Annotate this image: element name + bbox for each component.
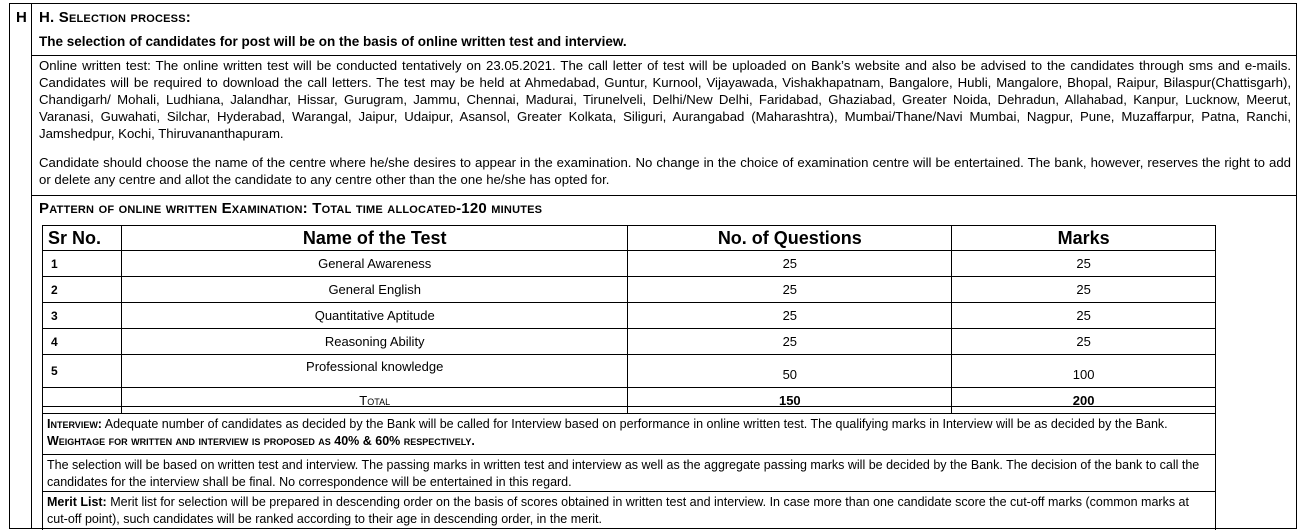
- merit-text: Merit list for selection will be prepared in descending order on the basis of scores obtained in written test and interview. In case more than one candidate score the cut-off marks (common marks at cut-off point), such candidates will be ranked according to their age in descending order, in the merit.: [47, 495, 1189, 526]
- table-row: [43, 329, 1216, 355]
- pattern-title: Pattern of online written Examination: Total time allocated-120 minutes: [39, 200, 543, 217]
- cell-marks: 25: [952, 303, 1216, 329]
- cell-test-name: General Awareness: [121, 251, 628, 277]
- cell-test-name: Quantitative Aptitude: [121, 303, 628, 329]
- merit-label: Merit List:: [47, 495, 107, 509]
- table-row: [43, 251, 1216, 277]
- cell-test-name: General English: [121, 277, 628, 303]
- total-label: Total: [121, 388, 628, 414]
- cell-marks: [952, 355, 1216, 388]
- cell-marks-text: 100: [1072, 366, 1095, 382]
- header-marks: Marks: [952, 226, 1216, 251]
- section-content: [32, 4, 1296, 528]
- selection-note: The selection will be based on written test and interview. The passing marks in written test and interview as well as the aggregate passing marks will be decided by the Bank. The decision of the bank to call the candidates for the interview shall be final. No correspondence will be entertained in this regard.: [47, 458, 1200, 489]
- weightage-text: Weightage for written and interview is proposed as 40% & 60% respectively.: [47, 434, 475, 448]
- interview-text: Adequate number of candidates as decided by the Bank will be called for Interview based on performance in online written test. The qualifying marks in Interview will be as decided by the Bank.: [101, 417, 1168, 431]
- cell-sr: 2: [43, 277, 122, 303]
- cell-questions: 25: [628, 303, 952, 329]
- divider: [43, 491, 1215, 492]
- exam-pattern-table: [42, 225, 1216, 414]
- interview-label: Interview:: [47, 417, 102, 431]
- cell-sr: 1: [43, 251, 122, 277]
- divider: [32, 195, 1296, 196]
- cell-test-name: [121, 355, 628, 388]
- interview-paragraph: [47, 416, 1207, 450]
- cell-marks: 25: [952, 251, 1216, 277]
- centre-choice-paragraph: Candidate should choose the name of the centre where he/she desires to appear in the examination. No change in the choice of examination centre will be entertained. The bank, however, reserves the right to add or delete any centre and allot the candidate to any centre other than the one he/she has opted for.: [39, 155, 1291, 187]
- cell-questions: 25: [628, 277, 952, 303]
- cell-marks: 25: [952, 277, 1216, 303]
- table-row: [43, 277, 1216, 303]
- cell-marks: 25: [952, 329, 1216, 355]
- table-row: [43, 303, 1216, 329]
- cell-questions: 25: [628, 251, 952, 277]
- cell-test-name: Reasoning Ability: [121, 329, 628, 355]
- cell-sr: 3: [43, 303, 122, 329]
- cell-sr: 4: [43, 329, 122, 355]
- cell-questions-text: 50: [782, 366, 798, 382]
- total-marks: 200: [952, 388, 1216, 414]
- section-title: H. Selection process:: [39, 9, 191, 26]
- cell-test-name-text: Professional knowledge: [306, 359, 444, 374]
- header-test-name: Name of the Test: [121, 226, 628, 251]
- table-row: [43, 355, 1216, 388]
- section-letter-column: [10, 4, 32, 528]
- section-frame: [9, 3, 1297, 529]
- header-questions: No. of Questions: [628, 226, 952, 251]
- merit-paragraph: [47, 494, 1207, 528]
- heading-row: [32, 4, 1296, 56]
- table-header-row: [43, 226, 1216, 251]
- notes-box: [42, 406, 1216, 530]
- section-letter: H: [16, 9, 27, 26]
- cell-questions: 25: [628, 329, 952, 355]
- cell-sr: 5: [43, 355, 122, 388]
- selection-basis: The selection of candidates for post will be on the basis of online written test and interview.: [39, 34, 627, 49]
- header-sr-no: Sr No.: [43, 226, 122, 251]
- online-test-paragraph: Online written test: The online written test will be conducted tentatively on 23.05.2021. The call letter of test will be uploaded on Bank’s website and also be advised to the candidates through sms and e-mails. Candidates will be required to download the call letters. The test may be held at Ahmedabad, Guntur, Kurnool, Vijayawada, Vishakhapatnam, Bangalore, Hubli, Mangalore, Bhopal, Raipur, Bilaspur(Chattisgarh), Chandigarh/ Mohali, Ludhiana, Jalandhar, Hissar, Gurugram, Jammu, Chennai, Madurai, Tirunelveli, Delhi/New Delhi, Faridabad, Ghaziabad, Greater Noida, Dehradun, Allahabad, Kanpur, Lucknow, Meerut, Varanasi, Guwahati, Silchar, Hyderabad, Warangal, Jaipur, Udaipur, Asansol, Greater Kolkata, Siliguri, Aurangabad (Maharashtra), Mumbai/Thane/Navi Mumbai, Nagpur, Pune, Muzaffarpur, Patna, Ranchi, Jamshedpur, Kochi, Thiruvananthapuram.: [39, 58, 1291, 141]
- cell-questions: [628, 355, 952, 388]
- divider: [43, 454, 1215, 455]
- total-questions: 150: [628, 388, 952, 414]
